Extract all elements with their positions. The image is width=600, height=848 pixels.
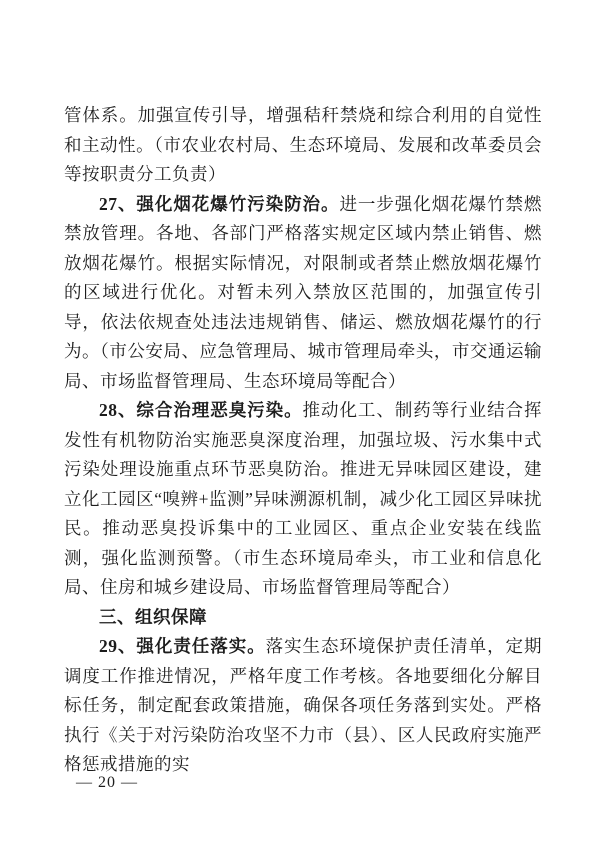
- item-27-lead: 27、强化烟花爆竹污染防治。: [99, 193, 340, 214]
- item-28-body: 推动化工、制药等行业结合挥发性有机物防治实施恶臭深度治理，加强垃圾、污水集中式污染处理设施重点环节恶臭防治。推进无异味园区建设，建立化工园区“嗅辨+监测”异味溯源机制，减少化工园区异味扰民。推动恶臭投诉集中的工业园区、重点企业安装在线监测，强化监测预警。（市生态环境局牵头，市工业和信息化局、住房和城乡建设局、市场监督管理局等配合）: [64, 400, 543, 597]
- paragraph-item-28: [64, 396, 542, 603]
- document-body: [64, 101, 542, 780]
- paragraph-item-29: [64, 632, 542, 780]
- item-29-body: 落实生态环境保护责任清单，定期调度工作推进情况，严格年度工作考核。各地要细化分解目标任务，制定配套政策措施，确保各项任务落到实处。严格执行《关于对污染防治攻坚不力市（县）、区人民政府实施严格惩戒措施的实: [64, 636, 542, 774]
- item-29-lead: 29、强化责任落实。: [99, 636, 266, 656]
- item-28-lead: 28、综合治理恶臭污染。: [99, 400, 303, 420]
- paragraph-continuation: 管体系。加强宣传引导，增强秸秆禁烧和综合利用的自觉性和主动性。（市农业农村局、生态环境局、发展和改革委员会等按职责分工负责）: [64, 105, 542, 184]
- page-number: — 20 —: [76, 774, 138, 791]
- item-27-body: 进一步强化烟花爆竹禁燃禁放管理。各地、各部门严格落实规定区域内禁止销售、燃放烟花爆竹。根据实际情况，对限制或者禁止燃放烟花爆竹的区域进行优化。对暂未列入禁放区范围的，加强宣传引导，依法依规查处违法违规销售、储运、燃放烟花爆竹的行为。（市公安局、应急管理局、城市管理局牵头，市交通运输局、市场监督管理局、生态环境局等配合）: [64, 193, 543, 391]
- paragraph-item-27: [64, 190, 542, 397]
- section-heading-organizational-support: 三、组织保障: [99, 606, 207, 627]
